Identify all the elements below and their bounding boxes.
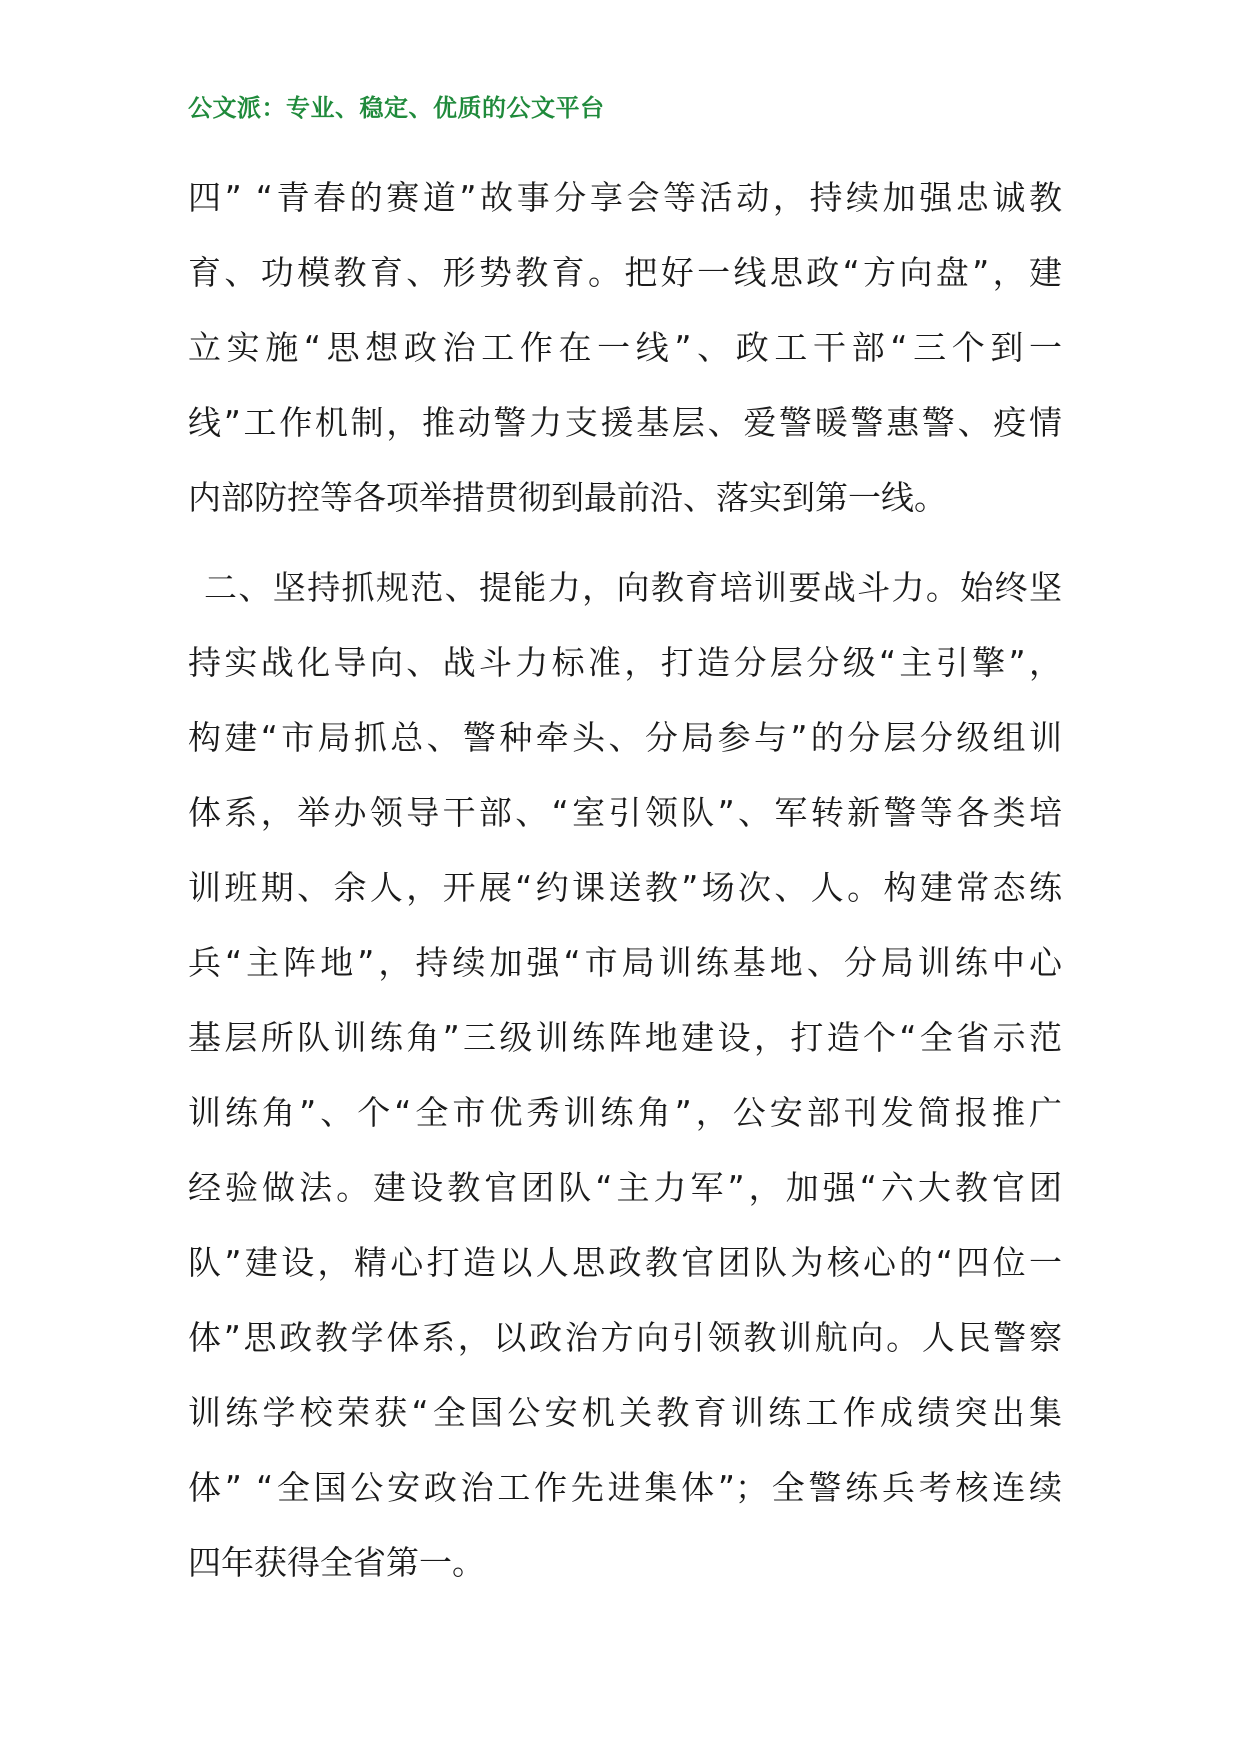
text-line: 持实战化导向、战斗力标准，打造分层分级“主引擎”，	[188, 643, 1062, 682]
text-line: 队”建设，精心打造以人思政教官团队为核心的“四位一	[188, 1243, 1062, 1282]
text-line: 立实施“思想政治工作在一线”、政工干部“三个到一	[188, 328, 1062, 367]
text-line: 四” “青春的赛道”故事分享会等活动，持续加强忠诚教	[188, 178, 1062, 217]
text-line: 训练学校荣获“全国公安机关教育训练工作成绩突出集	[188, 1393, 1062, 1432]
text-line: 线”工作机制，推动警力支援基层、爱警暖警惠警、疫情	[188, 403, 1062, 442]
text-line: 体” “全国公安政治工作先进集体”；全警练兵考核连续	[188, 1468, 1062, 1507]
text-line: 二、坚持抓规范、提能力，向教育培训要战斗力。始终坚	[204, 568, 1062, 607]
text-line: 训班期、余人，开展“约课送教”场次、人。构建常态练	[188, 868, 1062, 907]
text-line: 四年获得全省第一。	[188, 1543, 485, 1582]
text-line: 经验做法。建设教官团队“主力军”，加强“六大教官团	[188, 1168, 1062, 1207]
text-line: 训练角”、个“全市优秀训练角”，公安部刊发简报推广	[188, 1093, 1062, 1132]
text-line: 兵“主阵地”，持续加强“市局训练基地、分局训练中心	[188, 943, 1062, 982]
text-line: 构建“市局抓总、警种牵头、分局参与”的分层分级组训	[188, 718, 1062, 757]
text-line: 体”思政教学体系，以政治方向引领教训航向。人民警察	[188, 1318, 1062, 1357]
text-line: 内部防控等各项举措贯彻到最前沿、落实到第一线。	[188, 478, 947, 517]
paragraph-2	[188, 550, 1062, 1600]
text-line: 体系，举办领导干部、“室引领队”、军转新警等各类培	[188, 793, 1062, 832]
page-header: 公文派：专业、稳定、优质的公文平台	[188, 94, 605, 122]
text-line: 育、功模教育、形势教育。把好一线思政“方向盘”，建	[188, 253, 1062, 292]
paragraph-1	[188, 160, 1062, 535]
text-line: 基层所队训练角”三级训练阵地建设，打造个“全省示范	[188, 1018, 1062, 1057]
